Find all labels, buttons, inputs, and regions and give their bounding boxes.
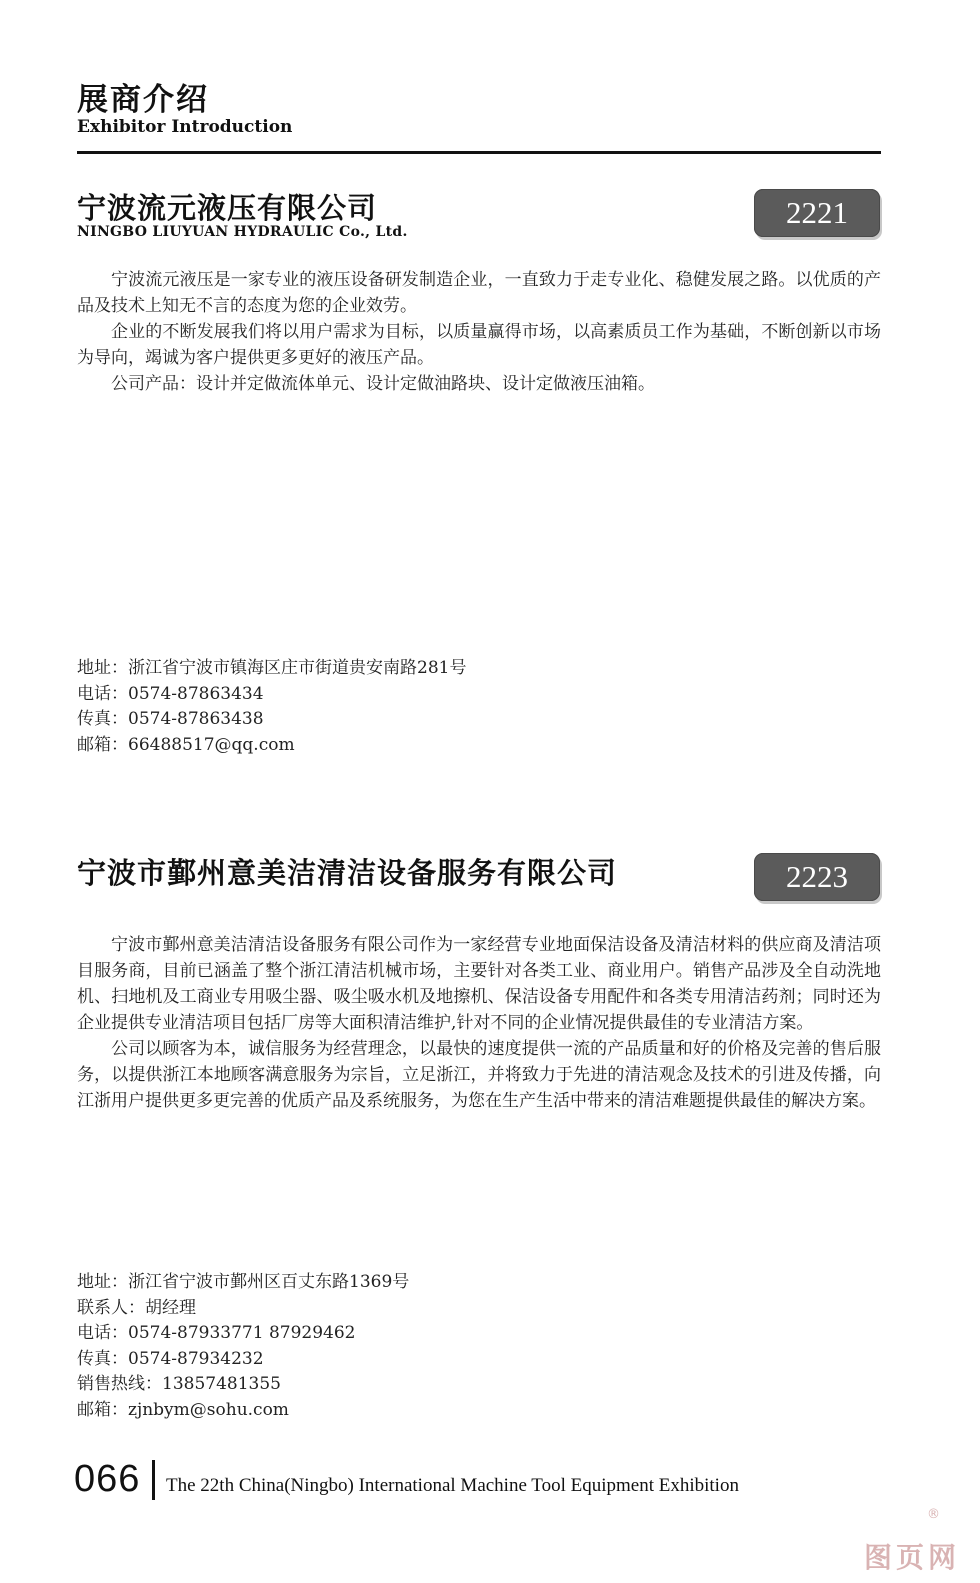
description-paragraph: 宁波流元液压是一家专业的液压设备研发制造企业，一直致力于走专业化、稳健发展之路。以优质的产品及技术上知无不言的态度为您的企业效劳。 — [77, 270, 881, 316]
booth-number-badge: 2221 — [754, 189, 880, 237]
contact-email: 邮箱：66488517@qq.com — [77, 734, 295, 755]
description-paragraph: 宁波市鄞州意美洁清洁设备服务有限公司作为一家经营专业地面保洁设备及清洁材料的供应商及清洁项目服务商，目前已涵盖了整个浙江清洁机械市场，主要针对各类工业、商业用户。销售产品涉及全自动洗地机、扫地机及工商业专用吸尘器、吸尘吸水机及地擦机、保洁设备专用配件和各类专用清洁药剂；同时还为企业提供专业清洁项目包括厂房等大面积清洁维护,针对不同的企业情况提供最佳的专业清洁方案。 — [77, 935, 881, 1033]
page-subtitle: Exhibitor Introduction — [77, 117, 293, 137]
description-paragraph: 企业的不断发展我们将以用户需求为目标，以质量赢得市场，以高素质员工作为基础，不断创新以市场为导向，竭诚为客户提供更多更好的液压产品。 — [77, 322, 881, 368]
contact-fax: 传真：0574-87863438 — [77, 709, 264, 730]
contact-info — [77, 1270, 409, 1424]
exhibitor-name-en: NINGBO LIUYUAN HYDRAULIC Co., Ltd. — [77, 224, 408, 240]
contact-email: 邮箱：zjnbym@sohu.com — [77, 1399, 289, 1420]
contact-fax: 传真：0574-87934232 — [77, 1348, 264, 1369]
exhibitor-description — [77, 932, 881, 1114]
header-divider — [77, 151, 881, 154]
exhibitor-name-cn: 宁波流元液压有限公司 — [77, 191, 378, 225]
footer-divider — [152, 1460, 155, 1500]
watermark-logo: 图页网 — [863, 1541, 960, 1574]
registered-mark: ® — [927, 1507, 940, 1522]
contact-info — [77, 656, 466, 758]
page-title: 展商介绍 — [77, 82, 209, 118]
contact-person: 联系人：胡经理 — [77, 1297, 196, 1318]
exhibition-name: The 22th China(Ningbo) International Machine Tool Equipment Exhibition — [166, 1475, 739, 1496]
exhibitor-name-cn: 宁波市鄞州意美洁清洁设备服务有限公司 — [77, 856, 618, 890]
description-paragraph: 公司以顾客为本，诚信服务为经营理念，以最快的速度提供一流的产品质量和好的价格及完善的售后服务，以提供浙江本地顾客满意服务为宗旨，立足浙江，并将致力于先进的清洁观念及技术的引进及传播，向江浙用户提供更多更完善的优质产品及系统服务，为您在生产生活中带来的清洁难题提供最佳的解决方案。 — [77, 1039, 881, 1111]
exhibitor-description — [77, 267, 881, 397]
contact-address: 地址：浙江省宁波市镇海区庄市街道贵安南路281号 — [77, 658, 467, 678]
contact-phone: 电话：0574-87863434 — [77, 683, 264, 704]
booth-number-badge: 2223 — [754, 853, 880, 901]
description-paragraph: 公司产品：设计并定做流体单元、设计定做油路块、设计定做液压油箱。 — [111, 374, 655, 394]
page-number: 066 — [74, 1458, 141, 1500]
contact-address: 地址：浙江省宁波市鄞州区百丈东路1369号 — [77, 1272, 410, 1292]
contact-hotline: 销售热线：13857481355 — [77, 1374, 281, 1395]
contact-phone: 电话：0574-87933771 87929462 — [77, 1323, 356, 1344]
